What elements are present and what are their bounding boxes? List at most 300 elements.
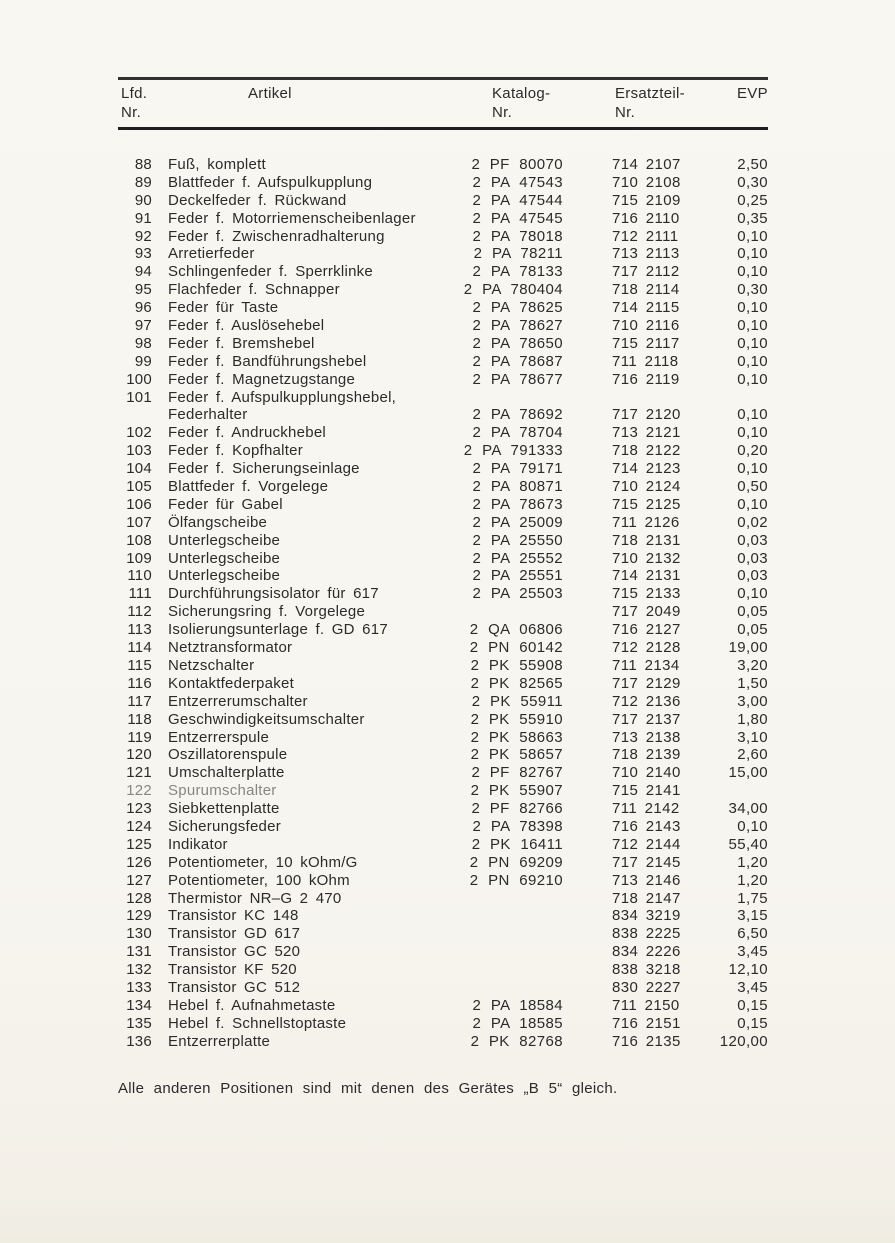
cell-katalog-nr xyxy=(453,907,563,925)
cell-evp: 0,10 xyxy=(737,460,768,478)
cell-evp xyxy=(697,782,768,800)
cell-artikel: Blattfeder f. Vorgelege xyxy=(168,478,329,496)
cell-artikel: Transistor GD 617 xyxy=(168,925,301,943)
cell-lfd-nr: 122 xyxy=(126,782,152,800)
cell-artikel: Fuß, komplett xyxy=(168,156,266,173)
table-row xyxy=(118,353,768,371)
cell-evp: 2,50 xyxy=(737,156,768,173)
cell-ersatzteil-nr: 716 2110 xyxy=(612,209,680,227)
cell-artikel: Transistor GC 512 xyxy=(168,978,301,996)
cell-lfd-nr: 91 xyxy=(134,209,152,227)
cell-ersatzteil-nr: 714 2123 xyxy=(612,460,681,478)
table-row xyxy=(118,764,768,782)
cell-artikel: Kontaktfederpaket xyxy=(168,674,295,692)
cell-ersatzteil-nr: 710 2140 xyxy=(612,764,681,782)
cell-lfd-nr: 106 xyxy=(126,495,152,513)
cell-evp: 0,10 xyxy=(737,245,768,263)
cell-artikel: Entzerrerplatte xyxy=(168,1032,271,1050)
cell-ersatzteil-nr: 711 2150 xyxy=(612,996,680,1014)
cell-katalog-nr: 2 PA 780404 xyxy=(463,281,563,299)
cell-lfd-nr: 118 xyxy=(127,710,152,728)
cell-katalog-nr: 2 PA 791333 xyxy=(463,442,563,460)
table-row xyxy=(118,156,768,174)
table-row xyxy=(118,585,768,603)
cell-artikel: Feder für Gabel xyxy=(168,495,283,513)
table-row xyxy=(118,263,768,281)
cell-lfd-nr: 96 xyxy=(134,299,152,317)
cell-evp: 0,10 xyxy=(737,263,768,281)
cell-evp: 15,00 xyxy=(728,764,768,782)
table-row xyxy=(118,746,768,764)
cell-katalog-nr: 2 PK 16411 xyxy=(471,835,563,853)
cell-ersatzteil-nr: 715 2117 xyxy=(612,334,680,352)
cell-evp: 0,05 xyxy=(737,603,768,621)
cell-ersatzteil-nr: 712 2136 xyxy=(612,692,681,710)
column-label-katalog-line2: Nr. xyxy=(492,104,513,121)
cell-evp: 0,03 xyxy=(737,549,768,567)
cell-katalog-nr: 2 PK 55908 xyxy=(470,656,563,674)
cell-katalog-nr: 2 PA 47544 xyxy=(472,191,563,209)
table-row xyxy=(118,442,768,460)
cell-lfd-nr: 132 xyxy=(126,961,152,979)
cell-katalog-nr: 2 PA 79171 xyxy=(472,460,563,478)
cell-lfd-nr: 109 xyxy=(126,549,152,567)
cell-artikel: Sicherungsfeder xyxy=(168,817,281,835)
table-row xyxy=(118,800,768,818)
cell-katalog-nr: 2 PA 18584 xyxy=(472,996,563,1014)
table-body xyxy=(118,156,768,1051)
cell-lfd-nr: 111 xyxy=(128,585,152,603)
table-row xyxy=(118,281,768,299)
cell-evp: 0,30 xyxy=(737,173,768,191)
cell-katalog-nr: 2 PN 69209 xyxy=(469,853,563,871)
cell-katalog-nr: 2 PA 47543 xyxy=(472,173,563,191)
table-row xyxy=(118,317,768,335)
cell-katalog-nr: 2 PA 18585 xyxy=(472,1014,563,1032)
cell-artikel: Transistor KC 148 xyxy=(168,907,299,925)
cell-katalog-nr: 2 PK 82565 xyxy=(470,674,563,692)
cell-lfd-nr: 112 xyxy=(127,603,152,621)
cell-lfd-nr: 115 xyxy=(127,656,152,674)
table-row xyxy=(118,961,768,979)
cell-katalog-nr: 2 PA 25550 xyxy=(472,531,563,549)
cell-ersatzteil-nr: 717 2137 xyxy=(612,710,681,728)
cell-lfd-nr: 107 xyxy=(126,513,152,531)
cell-artikel: Indikator xyxy=(168,835,228,853)
cell-evp: 3,45 xyxy=(737,943,768,961)
cell-evp: 55,40 xyxy=(728,835,768,853)
cell-katalog-nr: 2 PA 78692 xyxy=(472,406,563,424)
table-row xyxy=(118,424,768,442)
table-row xyxy=(118,478,768,496)
cell-lfd-nr: 99 xyxy=(134,352,152,370)
table-row xyxy=(118,567,768,585)
cell-ersatzteil-nr: 838 3218 xyxy=(612,961,681,979)
cell-evp: 0,02 xyxy=(737,513,768,531)
cell-evp: 0,50 xyxy=(737,478,768,496)
table-row xyxy=(118,496,768,514)
cell-artikel: Transistor KF 520 xyxy=(168,961,297,979)
cell-katalog-nr: 2 PA 78627 xyxy=(472,317,563,335)
cell-evp: 120,00 xyxy=(719,1032,768,1050)
table-row xyxy=(118,943,768,961)
table-row xyxy=(118,174,768,192)
cell-ersatzteil-nr: 713 2146 xyxy=(612,871,681,889)
table-row xyxy=(118,854,768,872)
column-label-artikel: Artikel xyxy=(248,85,292,102)
cell-ersatzteil-nr: 713 2138 xyxy=(612,728,681,746)
cell-ersatzteil-nr: 714 2131 xyxy=(612,567,681,585)
cell-lfd-nr: 93 xyxy=(134,245,152,263)
cell-evp: 12,10 xyxy=(728,961,768,979)
cell-evp: 0,10 xyxy=(737,370,768,388)
cell-lfd-nr: 126 xyxy=(126,853,152,871)
cell-evp: 2,60 xyxy=(737,746,768,764)
table-row xyxy=(118,657,768,675)
cell-ersatzteil-nr: 834 3219 xyxy=(612,907,681,925)
cell-evp: 0,15 xyxy=(737,1014,768,1032)
cell-katalog-nr xyxy=(453,603,563,621)
cell-ersatzteil-nr: 712 2128 xyxy=(612,639,681,657)
cell-ersatzteil-nr: 710 2132 xyxy=(612,549,681,567)
table-row xyxy=(118,514,768,532)
cell-katalog-nr: 2 PA 78398 xyxy=(472,817,563,835)
cell-lfd-nr: 102 xyxy=(126,424,152,442)
cell-evp: 3,10 xyxy=(737,728,768,746)
cell-lfd-nr: 110 xyxy=(127,567,152,585)
cell-lfd-nr: 88 xyxy=(134,156,152,173)
column-label-ersatzteil-line2: Nr. xyxy=(615,104,636,121)
cell-artikel: Arretierfeder xyxy=(168,245,255,263)
cell-katalog-nr: 2 PA 78650 xyxy=(472,334,563,352)
cell-katalog-nr: 2 PN 69210 xyxy=(469,871,563,889)
cell-artikel: Oszillatorenspule xyxy=(168,746,288,764)
cell-ersatzteil-nr: 711 2118 xyxy=(612,352,679,370)
cell-evp: 0,10 xyxy=(737,352,768,370)
cell-lfd-nr: 108 xyxy=(126,531,152,549)
cell-artikel: Ölfangscheibe xyxy=(168,513,268,531)
cell-lfd-nr: 125 xyxy=(126,835,152,853)
cell-lfd-nr: 113 xyxy=(127,621,152,639)
cell-lfd-nr: 103 xyxy=(126,442,152,460)
cell-ersatzteil-nr: 711 2134 xyxy=(612,656,680,674)
cell-ersatzteil-nr: 713 2113 xyxy=(612,245,680,263)
cell-katalog-nr: 2 PA 78211 xyxy=(473,245,563,263)
table-row xyxy=(118,872,768,890)
cell-evp: 6,50 xyxy=(737,925,768,943)
cell-lfd-nr: 94 xyxy=(134,263,152,281)
cell-lfd-nr: 119 xyxy=(127,728,152,746)
cell-katalog-nr: 2 PA 25551 xyxy=(472,567,563,585)
table-row xyxy=(118,729,768,747)
cell-ersatzteil-nr: 718 2139 xyxy=(612,746,681,764)
table-row xyxy=(118,639,768,657)
table-row xyxy=(118,371,768,389)
table-row xyxy=(118,907,768,925)
cell-ersatzteil-nr: 717 2112 xyxy=(612,263,680,281)
cell-lfd-nr: 97 xyxy=(134,317,152,335)
cell-evp: 3,20 xyxy=(737,656,768,674)
cell-katalog-nr: 2 PA 78687 xyxy=(472,352,563,370)
cell-lfd-nr: 114 xyxy=(127,639,152,657)
cell-artikel: Geschwindigkeitsumschalter xyxy=(168,710,365,728)
cell-artikel-continuation: Federhalter xyxy=(168,406,248,424)
cell-artikel: Entzerrerspule xyxy=(168,728,270,746)
table-row xyxy=(118,210,768,228)
cell-ersatzteil-nr: 715 2109 xyxy=(612,191,681,209)
cell-katalog-nr: 2 PK 58657 xyxy=(470,746,563,764)
cell-artikel: Netzschalter xyxy=(168,656,255,674)
cell-artikel: Feder f. Bremshebel xyxy=(168,334,315,352)
cell-evp: 0,30 xyxy=(737,281,768,299)
table-row xyxy=(118,711,768,729)
cell-ersatzteil-nr: 711 2142 xyxy=(612,800,680,818)
cell-evp: 0,20 xyxy=(737,442,768,460)
cell-artikel: Unterlegscheibe xyxy=(168,531,281,549)
cell-katalog-nr: 2 PK 82768 xyxy=(470,1032,563,1050)
cell-ersatzteil-nr: 838 2225 xyxy=(612,925,681,943)
cell-artikel: Feder f. Sicherungseinlage xyxy=(168,460,360,478)
cell-artikel: Sicherungsring f. Vorgelege xyxy=(168,603,366,621)
cell-lfd-nr: 100 xyxy=(126,370,152,388)
cell-lfd-nr: 121 xyxy=(126,764,152,782)
cell-ersatzteil-nr: 714 2107 xyxy=(612,156,681,173)
cell-lfd-nr: 124 xyxy=(126,817,152,835)
cell-katalog-nr xyxy=(453,925,563,943)
table-row xyxy=(118,925,768,943)
column-label-ersatzteil-nr xyxy=(615,84,685,122)
cell-ersatzteil-nr: 716 2119 xyxy=(612,370,680,388)
cell-evp: 1,80 xyxy=(737,710,768,728)
cell-katalog-nr: 2 PA 78704 xyxy=(472,424,563,442)
cell-evp: 0,10 xyxy=(737,406,768,424)
cell-lfd-nr: 117 xyxy=(127,692,152,710)
cell-lfd-nr: 104 xyxy=(126,460,152,478)
cell-evp: 1,75 xyxy=(737,889,768,907)
cell-lfd-nr: 131 xyxy=(126,943,152,961)
cell-evp: 19,00 xyxy=(728,639,768,657)
cell-katalog-nr: 2 PN 60142 xyxy=(469,639,563,657)
cell-ersatzteil-nr: 712 2144 xyxy=(612,835,681,853)
cell-katalog-nr xyxy=(453,943,563,961)
cell-ersatzteil-nr: 718 2147 xyxy=(612,889,681,907)
cell-lfd-nr: 101 xyxy=(126,388,152,406)
cell-katalog-nr: 2 PF 82767 xyxy=(471,764,563,782)
cell-artikel: Thermistor NR–G 2 470 xyxy=(168,889,342,907)
cell-ersatzteil-nr: 716 2127 xyxy=(612,621,681,639)
table-row xyxy=(118,836,768,854)
cell-artikel: Hebel f. Schnellstoptaste xyxy=(168,1014,347,1032)
cell-artikel: Flachfeder f. Schnapper xyxy=(168,281,340,299)
cell-artikel: Blattfeder f. Aufspulkupplung xyxy=(168,173,373,191)
cell-artikel: Hebel f. Aufnahmetaste xyxy=(168,996,336,1014)
cell-lfd-nr: 123 xyxy=(126,800,152,818)
cell-artikel: Transistor GC 520 xyxy=(168,943,301,961)
cell-artikel: Deckelfeder f. Rückwand xyxy=(168,191,347,209)
cell-evp: 3,00 xyxy=(737,692,768,710)
table-row xyxy=(118,389,768,407)
cell-lfd-nr: 129 xyxy=(126,907,152,925)
cell-artikel: Schlingenfeder f. Sperrklinke xyxy=(168,263,374,281)
cell-katalog-nr: 2 QA 06806 xyxy=(469,621,563,639)
cell-ersatzteil-nr: 717 2049 xyxy=(612,603,681,621)
table-row xyxy=(118,675,768,693)
cell-evp: 0,03 xyxy=(737,531,768,549)
cell-lfd-nr: 133 xyxy=(126,978,152,996)
table-row xyxy=(118,603,768,621)
cell-ersatzteil-nr: 834 2226 xyxy=(612,943,681,961)
cell-katalog-nr xyxy=(453,961,563,979)
table-row xyxy=(118,1033,768,1051)
cell-lfd-nr: 127 xyxy=(126,871,152,889)
table-row xyxy=(118,782,768,800)
cell-katalog-nr: 2 PA 78133 xyxy=(472,263,563,281)
cell-artikel: Feder f. Kopfhalter xyxy=(168,442,303,460)
cell-ersatzteil-nr: 716 2151 xyxy=(612,1014,681,1032)
cell-evp: 0,10 xyxy=(737,817,768,835)
cell-lfd-nr: 135 xyxy=(126,1014,152,1032)
cell-lfd-nr: 95 xyxy=(134,281,152,299)
cell-katalog-nr: 2 PA 80871 xyxy=(472,478,563,496)
cell-lfd-nr: 92 xyxy=(134,227,152,245)
cell-ersatzteil-nr: 717 2129 xyxy=(612,674,681,692)
cell-ersatzteil-nr: 718 2114 xyxy=(612,281,680,299)
column-label-lfd-line1: Lfd. xyxy=(121,85,148,102)
cell-artikel: Feder f. Andruckhebel xyxy=(168,424,327,442)
cell-artikel: Netztransformator xyxy=(168,639,293,657)
cell-katalog-nr: 2 PA 25009 xyxy=(472,513,563,531)
cell-lfd-nr: 128 xyxy=(126,889,152,907)
cell-ersatzteil-nr: 718 2131 xyxy=(612,531,681,549)
cell-evp: 0,25 xyxy=(737,191,768,209)
cell-artikel: Durchführungsisolator für 617 xyxy=(168,585,379,603)
table-row xyxy=(118,997,768,1015)
cell-ersatzteil-nr: 716 2143 xyxy=(612,817,681,835)
cell-evp: 0,35 xyxy=(737,209,768,227)
table-row xyxy=(118,890,768,908)
cell-ersatzteil-nr: 830 2227 xyxy=(612,978,681,996)
cell-katalog-nr: 2 PF 80070 xyxy=(471,156,563,173)
cell-evp: 1,20 xyxy=(737,853,768,871)
cell-evp: 3,15 xyxy=(737,907,768,925)
cell-artikel: Siebkettenplatte xyxy=(168,800,280,818)
cell-katalog-nr xyxy=(453,890,563,908)
cell-artikel: Unterlegscheibe xyxy=(168,567,281,585)
cell-ersatzteil-nr: 715 2141 xyxy=(612,782,681,800)
cell-ersatzteil-nr: 710 2116 xyxy=(612,317,680,335)
cell-evp: 0,10 xyxy=(737,585,768,603)
cell-katalog-nr: 2 PK 55911 xyxy=(471,692,563,710)
cell-ersatzteil-nr: 715 2125 xyxy=(612,495,681,513)
cell-evp: 0,10 xyxy=(737,317,768,335)
cell-evp: 0,10 xyxy=(737,334,768,352)
cell-artikel: Entzerrerumschalter xyxy=(168,692,308,710)
cell-ersatzteil-nr: 714 2115 xyxy=(612,299,680,317)
cell-lfd-nr: 120 xyxy=(126,746,152,764)
cell-lfd-nr: 90 xyxy=(134,191,152,209)
table-row xyxy=(118,460,768,478)
header-rule-top xyxy=(118,77,768,80)
cell-ersatzteil-nr: 712 2111 xyxy=(612,227,679,245)
cell-evp: 34,00 xyxy=(728,800,768,818)
cell-katalog-nr: 2 PF 82766 xyxy=(471,800,563,818)
cell-artikel: Potentiometer, 100 kOhm xyxy=(168,871,350,889)
table-row xyxy=(118,192,768,210)
cell-artikel: Feder f. Motorriemenscheibenlager xyxy=(168,209,416,227)
cell-evp: 0,03 xyxy=(737,567,768,585)
cell-evp: 0,10 xyxy=(737,299,768,317)
table-row xyxy=(118,335,768,353)
column-label-katalog-nr xyxy=(492,84,550,122)
cell-ersatzteil-nr: 710 2124 xyxy=(612,478,681,496)
cell-ersatzteil-nr: 718 2122 xyxy=(612,442,681,460)
cell-artikel: Feder f. Magnetzugstange xyxy=(168,370,356,388)
column-label-ersatzteil-line1: Ersatzteil- xyxy=(615,85,685,102)
cell-katalog-nr: 2 PK 58663 xyxy=(470,728,563,746)
cell-lfd-nr: 105 xyxy=(126,478,152,496)
cell-katalog-nr xyxy=(453,979,563,997)
cell-artikel: Umschalterplatte xyxy=(168,764,285,782)
footer-note: Alle anderen Positionen sind mit denen des Gerätes „B 5“ gleich. xyxy=(118,1080,618,1097)
cell-katalog-nr: 2 PK 55910 xyxy=(470,710,563,728)
cell-ersatzteil-nr: 711 2126 xyxy=(612,513,680,531)
column-label-katalog-line1: Katalog- xyxy=(492,85,551,102)
header-rule-bottom xyxy=(118,127,768,130)
cell-lfd-nr: 134 xyxy=(126,996,152,1014)
column-label-lfd-nr xyxy=(121,84,147,122)
cell-artikel: Feder für Taste xyxy=(168,299,279,317)
table-row xyxy=(118,532,768,550)
table-row xyxy=(118,979,768,997)
cell-artikel: Spurumschalter xyxy=(168,782,277,800)
cell-artikel: Feder f. Zwischenradhalterung xyxy=(168,227,385,245)
table-row xyxy=(118,818,768,836)
cell-katalog-nr: 2 PA 78625 xyxy=(472,299,563,317)
cell-ersatzteil-nr: 715 2133 xyxy=(612,585,681,603)
cell-lfd-nr: 136 xyxy=(126,1032,152,1050)
cell-evp: 1,50 xyxy=(737,674,768,692)
cell-lfd-nr: 130 xyxy=(126,925,152,943)
table-row xyxy=(118,693,768,711)
cell-katalog-nr: 2 PK 55907 xyxy=(470,782,563,800)
cell-evp: 0,05 xyxy=(737,621,768,639)
cell-katalog-nr: 2 PA 25552 xyxy=(472,549,563,567)
table-row xyxy=(118,228,768,246)
column-label-evp: EVP xyxy=(737,85,768,102)
table-row xyxy=(118,1015,768,1033)
cell-evp: 1,20 xyxy=(737,871,768,889)
cell-ersatzteil-nr: 713 2121 xyxy=(612,424,681,442)
table-row-continuation xyxy=(118,406,768,424)
cell-artikel: Unterlegscheibe xyxy=(168,549,281,567)
table-row xyxy=(118,299,768,317)
cell-artikel: Isolierungsunterlage f. GD 617 xyxy=(168,621,388,639)
cell-katalog-nr: 2 PA 78018 xyxy=(472,227,563,245)
cell-evp: 0,10 xyxy=(737,495,768,513)
cell-ersatzteil-nr: 710 2108 xyxy=(612,173,681,191)
cell-evp: 0,10 xyxy=(737,424,768,442)
table-row xyxy=(118,550,768,568)
table-row xyxy=(118,245,768,263)
cell-ersatzteil-nr: 717 2145 xyxy=(612,853,681,871)
cell-katalog-nr: 2 PA 78673 xyxy=(472,495,563,513)
cell-ersatzteil-nr: 717 2120 xyxy=(612,406,681,424)
cell-katalog-nr: 2 PA 47545 xyxy=(472,209,563,227)
cell-katalog-nr: 2 PA 25503 xyxy=(472,585,563,603)
cell-katalog-nr: 2 PA 78677 xyxy=(472,370,563,388)
cell-lfd-nr: 116 xyxy=(127,674,152,692)
cell-artikel: Potentiometer, 10 kOhm/G xyxy=(168,853,358,871)
